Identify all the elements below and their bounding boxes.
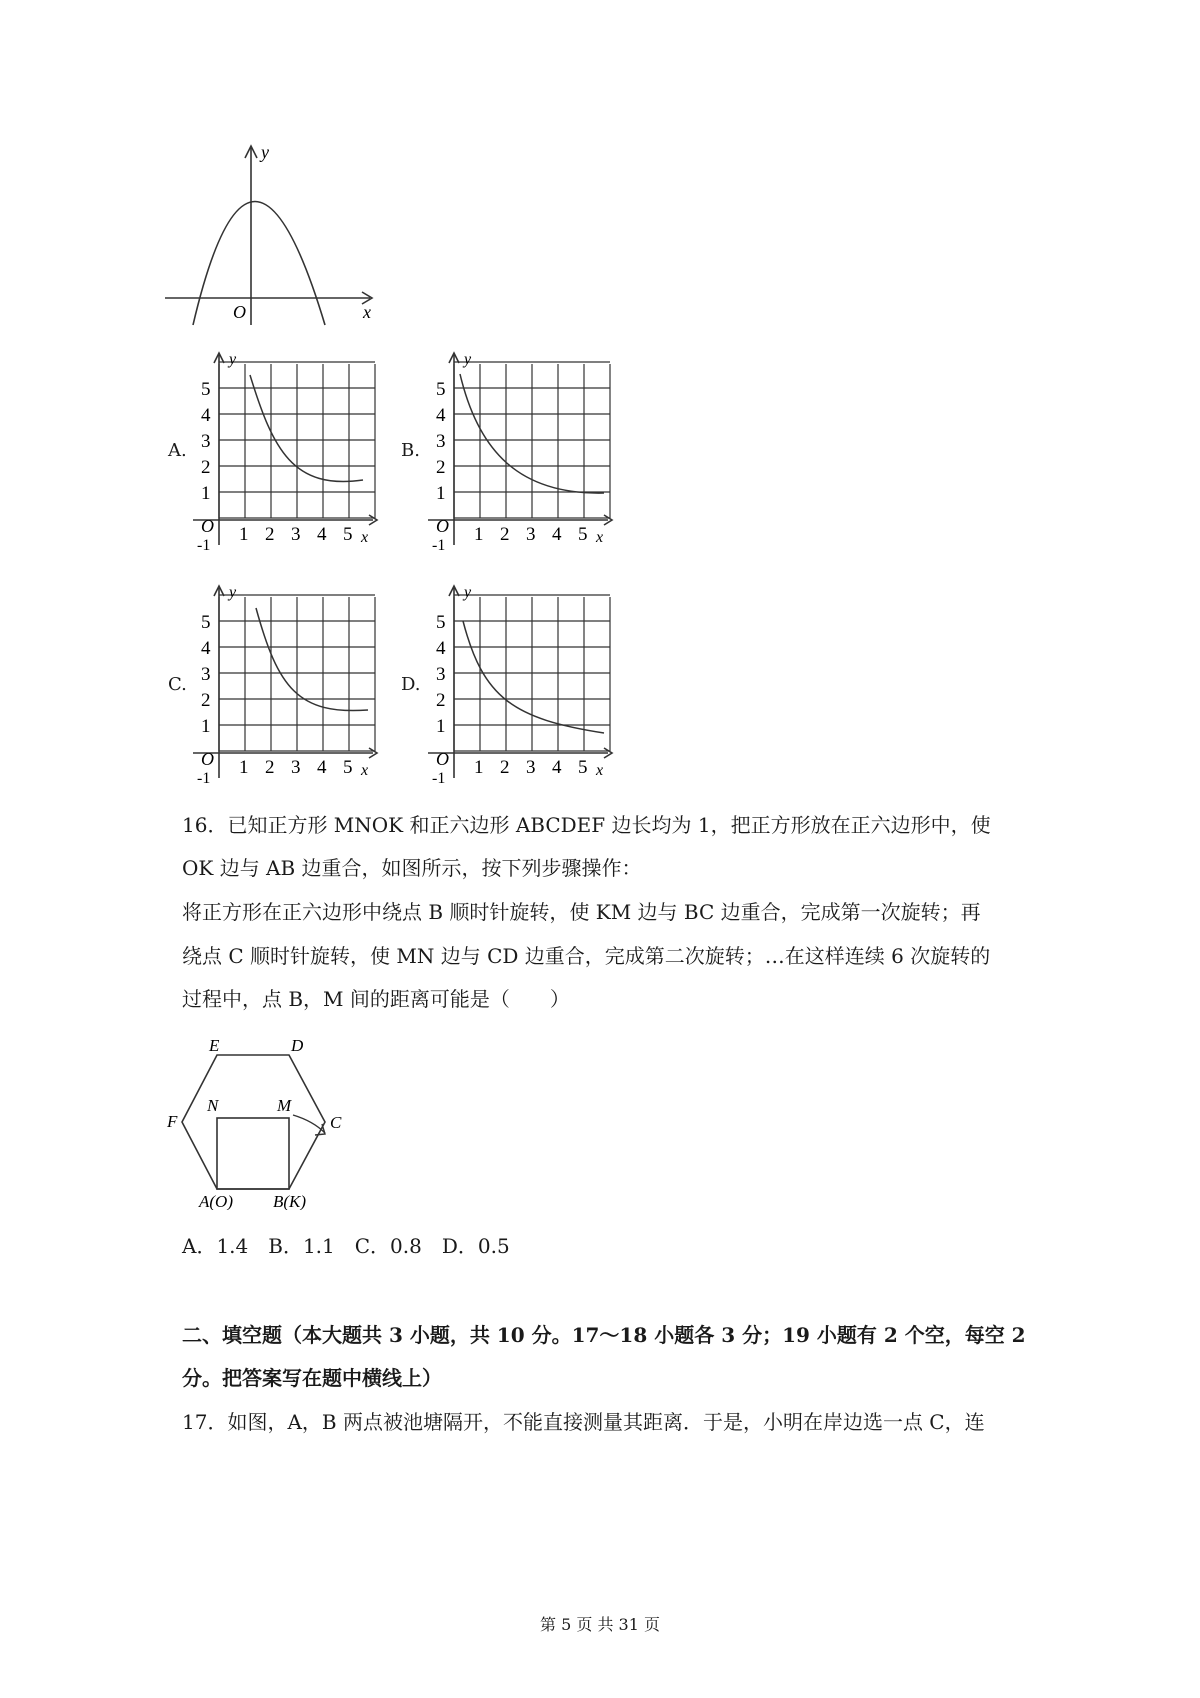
q16-line-2: OK 边与 AB 边重合，如图所示，按下列步骤操作： xyxy=(182,856,642,880)
y-axis-label: y xyxy=(464,584,472,601)
origin-label: O xyxy=(436,516,449,536)
origin-label: O xyxy=(436,749,449,769)
y-tick-label: 1 xyxy=(436,716,446,737)
y-tick-label: 5 xyxy=(201,612,211,633)
y-tick-label: 1 xyxy=(201,483,211,504)
x-tick-label: 4 xyxy=(317,524,327,545)
y-tick-label: 3 xyxy=(201,664,211,685)
y-tick-label: 2 xyxy=(201,457,211,478)
option-label-b: B. xyxy=(401,440,420,461)
x-tick-label: 4 xyxy=(552,757,562,778)
hex-label-bk: B(K) xyxy=(273,1192,307,1210)
y-tick-label: 3 xyxy=(436,431,446,452)
option-label-a: A. xyxy=(168,440,187,461)
x-tick-label: 3 xyxy=(291,757,301,778)
parabola-y-label: y xyxy=(261,142,269,162)
q16-line-5: 过程中，点 B，M 间的距离可能是（ ） xyxy=(182,987,570,1011)
x-tick-label: 3 xyxy=(526,524,536,545)
neg-one-label: -1 xyxy=(432,537,446,554)
x-tick-label: 4 xyxy=(317,757,327,778)
x-tick-label: 5 xyxy=(578,524,588,545)
x-tick-label: 1 xyxy=(239,524,249,545)
parabola-x-label: x xyxy=(363,302,371,322)
option-graph-d xyxy=(428,583,618,788)
x-tick-label: 1 xyxy=(474,757,484,778)
x-tick-label: 3 xyxy=(291,524,301,545)
y-tick-label: 5 xyxy=(436,379,446,400)
y-tick-label: 3 xyxy=(201,431,211,452)
y-axis-label: y xyxy=(464,351,472,368)
option-graph-a xyxy=(193,350,383,555)
y-tick-label: 3 xyxy=(436,664,446,685)
x-tick-label: 2 xyxy=(500,757,510,778)
x-tick-label: 5 xyxy=(343,757,353,778)
y-axis-label: y xyxy=(229,351,237,368)
y-axis-label: y xyxy=(229,584,237,601)
y-tick-label: 4 xyxy=(201,638,211,659)
y-tick-label: 4 xyxy=(436,638,446,659)
y-tick-label: 5 xyxy=(201,379,211,400)
origin-label: O xyxy=(201,749,214,769)
x-tick-label: 5 xyxy=(578,757,588,778)
hexagon-figure xyxy=(165,1035,355,1210)
y-tick-label: 2 xyxy=(436,690,446,711)
x-axis-label: x xyxy=(596,529,604,546)
x-axis-label: x xyxy=(596,762,604,779)
hex-label-c: C xyxy=(330,1113,342,1132)
option-graph-c xyxy=(193,583,383,788)
y-tick-label: 2 xyxy=(436,457,446,478)
option-curve xyxy=(256,608,368,711)
q16-line-4: 绕点 C 顺时针旋转，使 MN 边与 CD 边重合，完成第二次旋转；…在这样连续 6 次旋转的 xyxy=(182,944,991,968)
q16-line-3: 将正方形在正六边形中绕点 B 顺时针旋转，使 KM 边与 BC 边重合，完成第一次旋转；再 xyxy=(182,900,981,924)
option-label-c: C. xyxy=(168,674,187,695)
q17-line-1: 17．如图，A，B 两点被池塘隔开，不能直接测量其距离．于是，小明在岸边选一点 C，连 xyxy=(182,1410,985,1434)
neg-one-label: -1 xyxy=(197,537,211,554)
hex-label-d: D xyxy=(291,1036,304,1055)
x-tick-label: 5 xyxy=(343,524,353,545)
neg-one-label: -1 xyxy=(432,770,446,787)
x-tick-label: 4 xyxy=(552,524,562,545)
section2-line-1: 二、填空题（本大题共 3 小题，共 10 分。17～18 小题各 3 分；19 小题有 2 个空，每空 2 xyxy=(182,1323,1026,1347)
x-tick-label: 1 xyxy=(239,757,249,778)
origin-label: O xyxy=(201,516,214,536)
hex-label-m: M xyxy=(277,1096,292,1115)
option-graph-b xyxy=(428,350,618,555)
x-tick-label: 1 xyxy=(474,524,484,545)
x-tick-label: 3 xyxy=(526,757,536,778)
x-axis-label: x xyxy=(361,762,369,779)
y-tick-label: 1 xyxy=(436,483,446,504)
x-tick-label: 2 xyxy=(265,757,275,778)
parabola-origin-label: O xyxy=(233,302,246,322)
page-footer: 第 5 页 共 31 页 xyxy=(540,1615,660,1634)
neg-one-label: -1 xyxy=(197,770,211,787)
y-tick-label: 5 xyxy=(436,612,446,633)
y-tick-label: 1 xyxy=(201,716,211,737)
section2-line-2: 分。把答案写在题中横线上） xyxy=(182,1366,442,1390)
q16-line-1: 16．已知正方形 MNOK 和正六边形 ABCDEF 边长均为 1，把正方形放在正六边形中，使 xyxy=(182,813,991,837)
hex-label-e: E xyxy=(209,1036,220,1055)
hex-label-n: N xyxy=(207,1096,219,1115)
option-curve xyxy=(463,621,604,733)
y-tick-label: 2 xyxy=(201,690,211,711)
x-tick-label: 2 xyxy=(265,524,275,545)
x-axis-label: x xyxy=(361,529,369,546)
y-tick-label: 4 xyxy=(201,405,211,426)
hex-label-ao: A(O) xyxy=(199,1192,233,1210)
hex-label-f: F xyxy=(167,1112,178,1131)
x-tick-label: 2 xyxy=(500,524,510,545)
y-tick-label: 4 xyxy=(436,405,446,426)
q16-options: A．1.4 B．1.1 C．0.8 D．0.5 xyxy=(182,1234,510,1258)
option-label-d: D. xyxy=(401,674,421,695)
parabola-figure xyxy=(165,140,385,330)
